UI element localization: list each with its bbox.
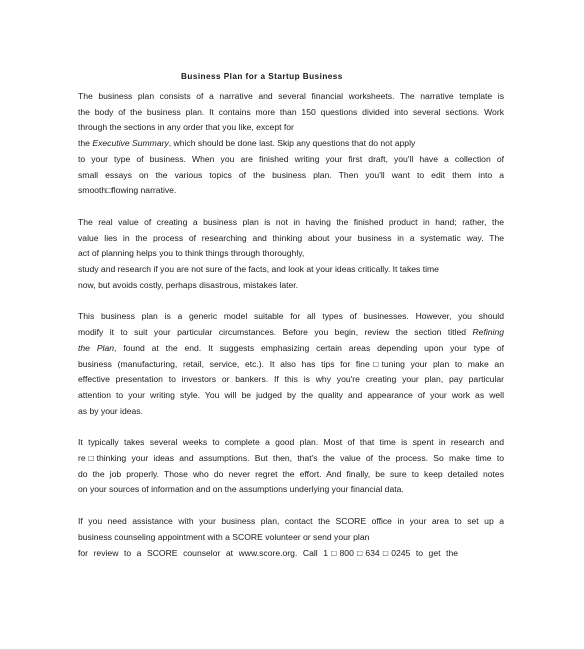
text-line: to your type of business. When you are finished writing your first draft, you'll have a collection of (78, 153, 504, 164)
text-line (78, 136, 504, 152)
text-line: the body of the business plan. It contains more than 150 questions divided into several sections. Work (78, 106, 504, 117)
text-line: attention to your writing style. You will be judged by the quality and appearance of your work as well (78, 389, 504, 400)
text-line: for review to a SCORE counselor at www.score.org. Call 1□800□634□0245 to get the (78, 547, 458, 558)
text-fragment: , found at the end. It suggests emphasizing certain areas depending upon your type of (114, 342, 504, 353)
text-line: act of planning helps you to think things through thoroughly, (78, 248, 305, 259)
text-line: business counseling appointment with a SCORE volunteer or send your plan (78, 531, 370, 542)
document-title: Business Plan for a Startup Business (181, 72, 343, 81)
text-fragment: modify it to suit your particular circumstances. Before you begin, review the section titled (78, 327, 473, 338)
italic-term: the Plan (78, 342, 115, 353)
text-line: do the job properly. Those who do never regret the effort. And finally, be sure to keep detailed notes (78, 468, 504, 479)
text-line: now, but avoids costly, perhaps disastrous, mistakes later. (78, 279, 299, 290)
text-line (78, 325, 504, 341)
text-line: If you need assistance with your business plan, contact the SCORE office in your area to set up a (78, 516, 504, 527)
text-line: The real value of creating a business plan is not in having the finished product in hand; rather, the (78, 216, 504, 227)
text-line: smooth□flowing narrative. (78, 185, 177, 196)
text-line: study and research if you are not sure of the facts, and look at your ideas critically. It takes time (78, 264, 439, 275)
italic-term: Refining (472, 327, 504, 338)
text-line: It typically takes several weeks to complete a good plan. Most of that time is spent in research and (78, 437, 504, 448)
paragraph-value (78, 215, 504, 294)
text-line: The business plan consists of a narrative and several financial worksheets. The narrative template is (78, 91, 504, 101)
document-body (78, 70, 504, 577)
paragraph-timing (78, 435, 504, 498)
italic-term: Executive Summary (92, 138, 169, 149)
text-line: on your sources of information and on the assumptions underlying your financial data. (78, 484, 404, 495)
text-fragment: , which should be done last. Skip any questions that do not apply (168, 138, 416, 149)
paragraph-assistance (78, 514, 504, 561)
text-line (78, 341, 504, 357)
text-line: This business plan is a generic model suitable for all types of businesses. However, you should (78, 311, 504, 322)
text-line: business (manufacturing, retail, service, etc.). It also has tips for fine□tuning your plan to make an (78, 358, 504, 369)
text-fragment: the (78, 138, 93, 149)
paragraph-generic-model (78, 309, 504, 419)
text-line: small essays on the various topics of the business plan. Then you'll want to edit them into a (78, 169, 504, 180)
text-line: through the sections in any order that you like, except for (78, 122, 294, 133)
text-line: effective presentation to investors or bankers. If this is why you're creating your plan, pay particular (78, 374, 504, 385)
paragraph-intro (78, 89, 504, 199)
text-line: as by your ideas. (78, 405, 143, 416)
text-line: value lies in the process of researching and thinking about your business in a systematic way. The (78, 232, 504, 243)
text-line: re□thinking your ideas and assumptions. But then, that's the value of the process. So make time to (78, 453, 504, 464)
